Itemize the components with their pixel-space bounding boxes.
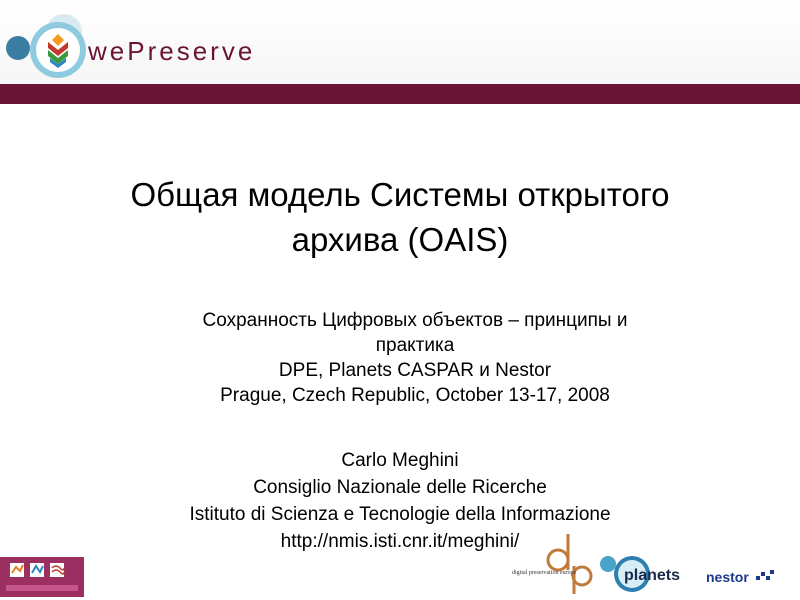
subtitle-line: DPE, Planets CASPAR и Nestor bbox=[278, 360, 552, 381]
nestor-logo-text: nestor bbox=[706, 569, 749, 585]
planets-logo-text: planets bbox=[624, 567, 681, 584]
slide-subtitle bbox=[130, 308, 700, 408]
logo-text: wePreserve bbox=[88, 36, 256, 66]
header-band bbox=[0, 84, 800, 104]
digital-preservation-europe-logo-icon bbox=[512, 530, 596, 596]
wepreserve-logo-icon bbox=[0, 6, 96, 84]
author-name: Carlo Meghini bbox=[341, 450, 459, 471]
author-affiliation: Consiglio Nazionale delle Ricerche bbox=[253, 477, 547, 498]
author-institute: Istituto di Scienza e Tecnologie della Informazione bbox=[189, 504, 611, 525]
subtitle-line: Сохранность Цифровых объектов – принципы и bbox=[202, 310, 628, 331]
title-line: Общая модель Системы открытого bbox=[130, 176, 670, 213]
digital-logo-text: digital preservation europe bbox=[512, 570, 577, 576]
planets-logo-icon bbox=[598, 550, 690, 596]
dpe-logo-icon bbox=[0, 557, 84, 597]
title-line: архива (OAIS) bbox=[291, 221, 509, 258]
nestor-dots-icon bbox=[756, 570, 774, 582]
subtitle-line: практика bbox=[375, 335, 455, 356]
slide-title bbox=[40, 172, 760, 262]
subtitle-line: Prague, Czech Republic, October 13-17, 2008 bbox=[220, 385, 610, 406]
author-url: http://nmis.isti.cnr.it/meghini/ bbox=[280, 531, 520, 552]
